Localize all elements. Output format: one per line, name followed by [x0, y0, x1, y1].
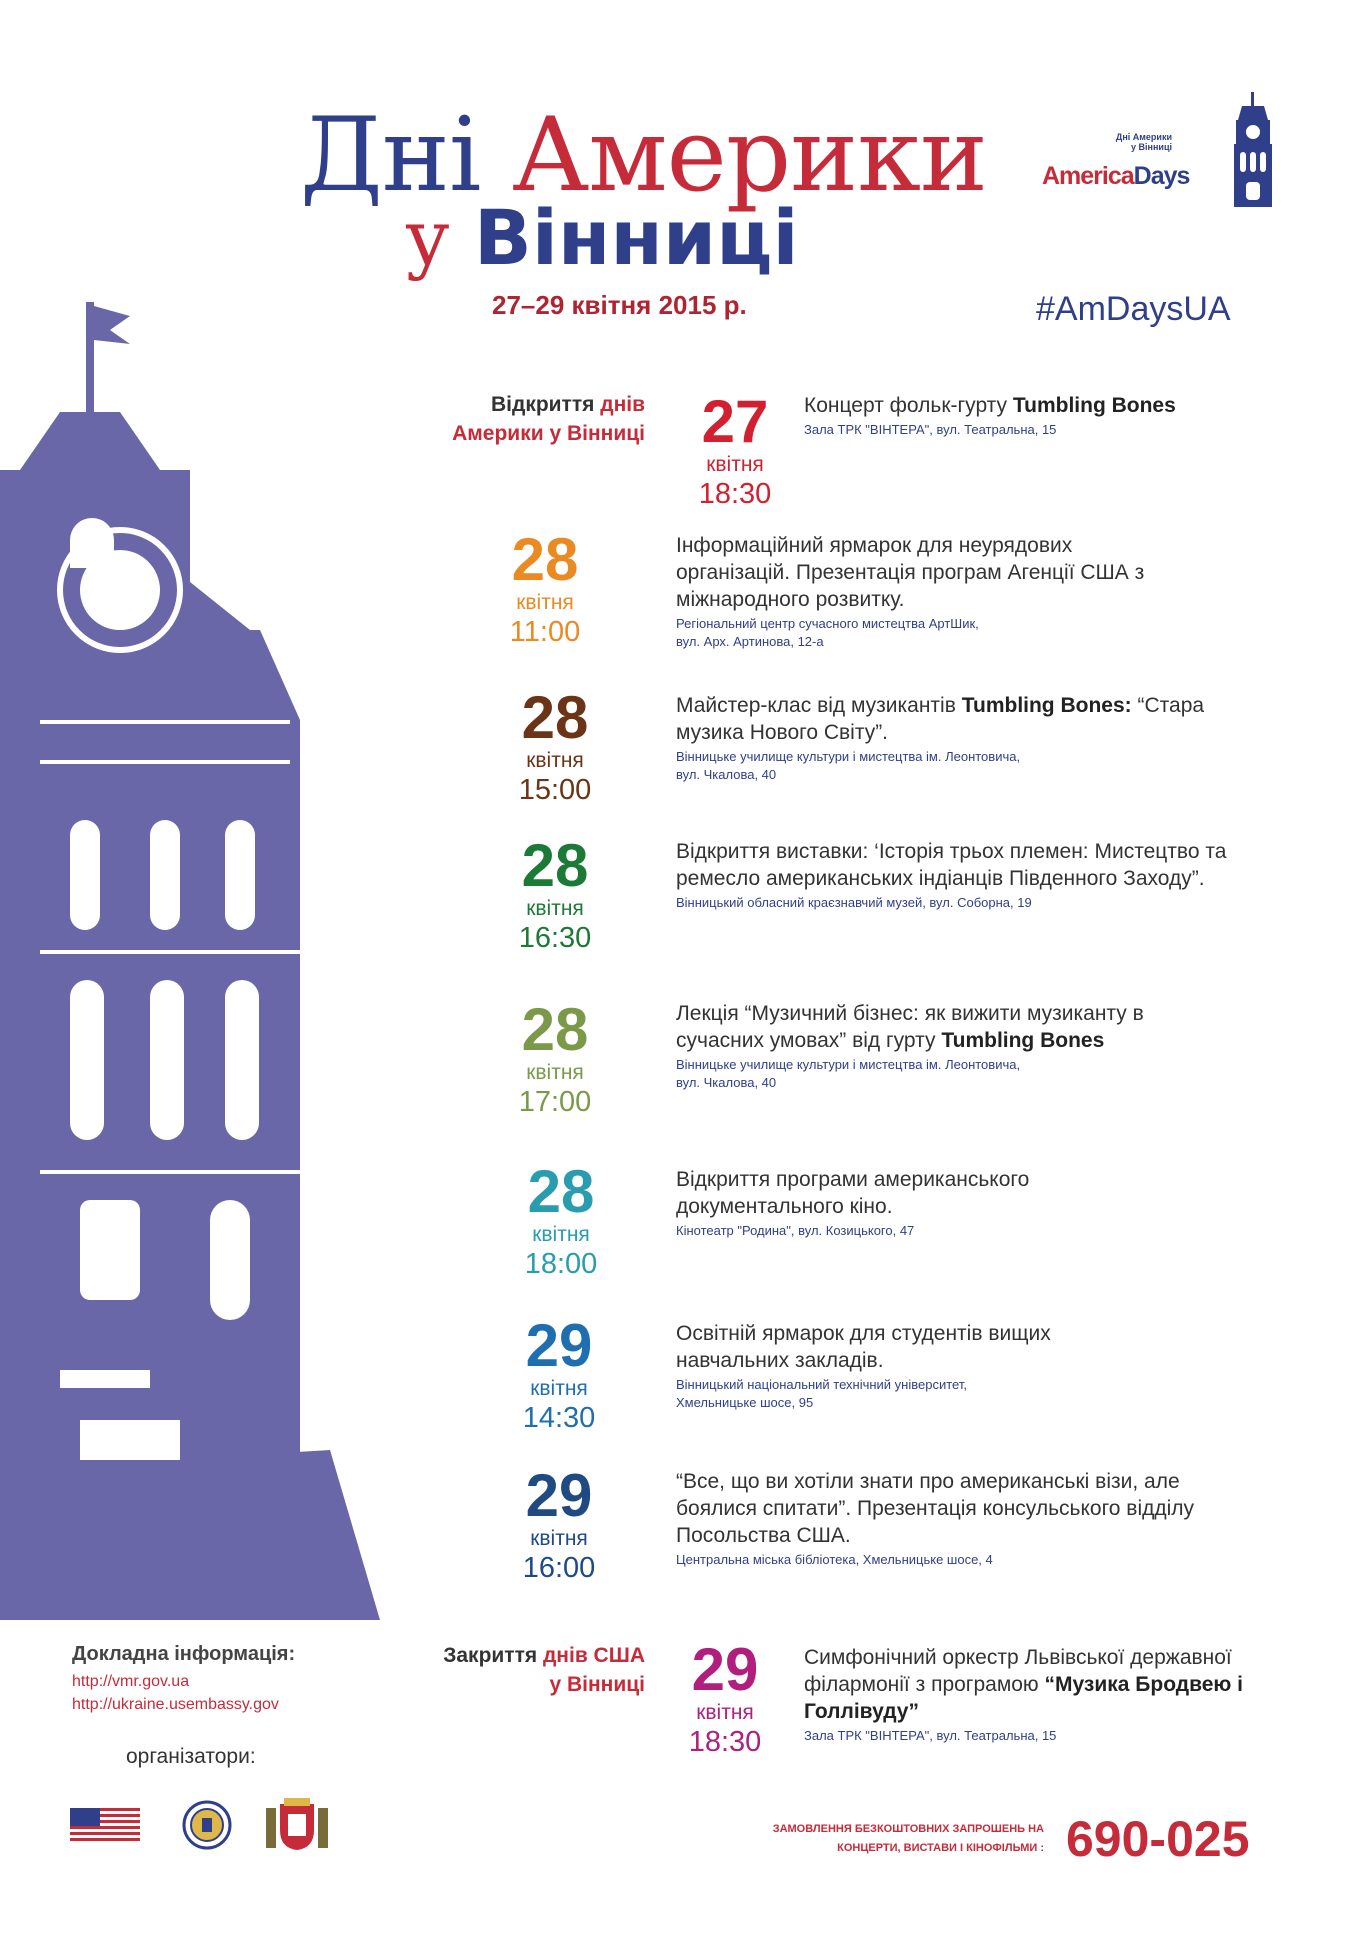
event-info-2: Майстер-клас від музикантів Tumbling Bones: “Стара музика Нового Світу”. Вінницьке училище культури і мистецтва ім. Леонтовича, вул. Чкалова, 40 [676, 694, 1205, 782]
event-info-4: Лекція “Музичний бізнес: як вижити музиканту в сучасних умовах” від гурту Tumbling Bones Вінницьке училище культури і мистецтва ім. Леонтовича, вул. Чкалова, 40 [676, 1002, 1144, 1090]
logo-small-text: Дні Америки у Вінниці [1115, 132, 1172, 152]
invitation-note: ЗАМОВЛЕННЯ БЕЗКОШТОВНИХ ЗАПРОШЕНЬ НА КОНЦЕРТИ, ВИСТАВИ І КІНОФІЛЬМИ : [772, 1823, 1044, 1854]
more-info-title: Докладна інформація: [72, 1643, 296, 1665]
tower-logo-icon [1228, 92, 1278, 207]
title-word-u: у [405, 193, 450, 282]
event-info-7: “Все, що ви хотіли знати про американські візи, але боялися спитати”. Презентація консульського відділу Посольства США. Центральна міська бібліотека, Хмельницьке шосе, 4 [676, 1470, 1195, 1567]
city-coat-of-arms-icon [262, 1796, 332, 1852]
us-flag-icon [70, 1808, 140, 1844]
event-info-0: Концерт фольк-гурту Tumbling Bones Зала ТРК "ВІНТЕРА", вул. Театральна, 15 [804, 394, 1176, 437]
closing-label: Закриття днів США у Вінниці [443, 1644, 645, 1696]
hashtag: #AmDaysUA [1036, 290, 1231, 328]
phone-number[interactable]: 690-025 [1066, 1811, 1250, 1867]
title-word-dni: Дні [300, 96, 481, 215]
event-info-6: Освітній ярмарок для студентів вищих навчальних закладів. Вінницький національний технічний університет, Хмельницьке шосе, 95 [676, 1322, 1051, 1410]
title-word-ameryky: Америки [511, 96, 987, 215]
link-usembassy[interactable]: http://ukraine.usembassy.gov [72, 1696, 279, 1713]
title-word-vinnytsi: Вінниці [473, 193, 799, 282]
event-date-5: 28 квітня 18:00 [524, 1158, 598, 1280]
logo-wordmark: AmericaDays [1042, 162, 1190, 190]
tower-illustration [0, 300, 400, 1620]
opening-label: Відкриття днів Америки у Вінниці [452, 393, 645, 445]
page-subtitle [405, 193, 799, 282]
event-date-1: 28 квітня 11:00 [509, 526, 581, 648]
event-date-7: 29 квітня 16:00 [522, 1462, 596, 1584]
event-info-8: Симфонічний оркестр Львівської державної філармонії з програмою “Музика Бродвею і Голлівуду” Зала ТРК "ВІНТЕРА", вул. Театральна, 15 [804, 1646, 1244, 1743]
page-title [300, 96, 987, 215]
event-date-8: 29 квітня 18:30 [688, 1636, 762, 1758]
event-date-3: 28 квітня 16:30 [518, 832, 592, 954]
event-date-2: 28 квітня 15:00 [518, 684, 592, 806]
link-vmr[interactable]: http://vmr.gov.ua [72, 1673, 190, 1690]
event-dates: 27–29 квітня 2015 р. [492, 290, 747, 320]
event-date-4: 28 квітня 17:00 [518, 996, 592, 1118]
event-date-0: 27 квітня 18:30 [698, 388, 772, 510]
event-info-5: Відкриття програми американського документального кіно. Кінотеатр "Родина", вул. Козицького, 47 [676, 1168, 1030, 1238]
event-date-6: 29 квітня 14:30 [522, 1312, 596, 1434]
organizers-label: організатори: [126, 1745, 256, 1768]
america-days-logo [1038, 92, 1278, 212]
event-info-1: Інформаційний ярмарок для неурядових організацій. Презентація програм Агенції США з міжнародного розвитку. Регіональний центр сучасного мистецтва АртШик, вул. Арх. Артинова, 12-а [676, 534, 1145, 649]
event-info-3: Відкриття виставки: ‘Історія трьох племен: Мистецтво та ремесло американських індіанців Південного Заходу”. Вінницький обласний краєзнавчий музей, вул. Соборна, 19 [676, 840, 1227, 910]
embassy-seal-icon [182, 1800, 232, 1850]
